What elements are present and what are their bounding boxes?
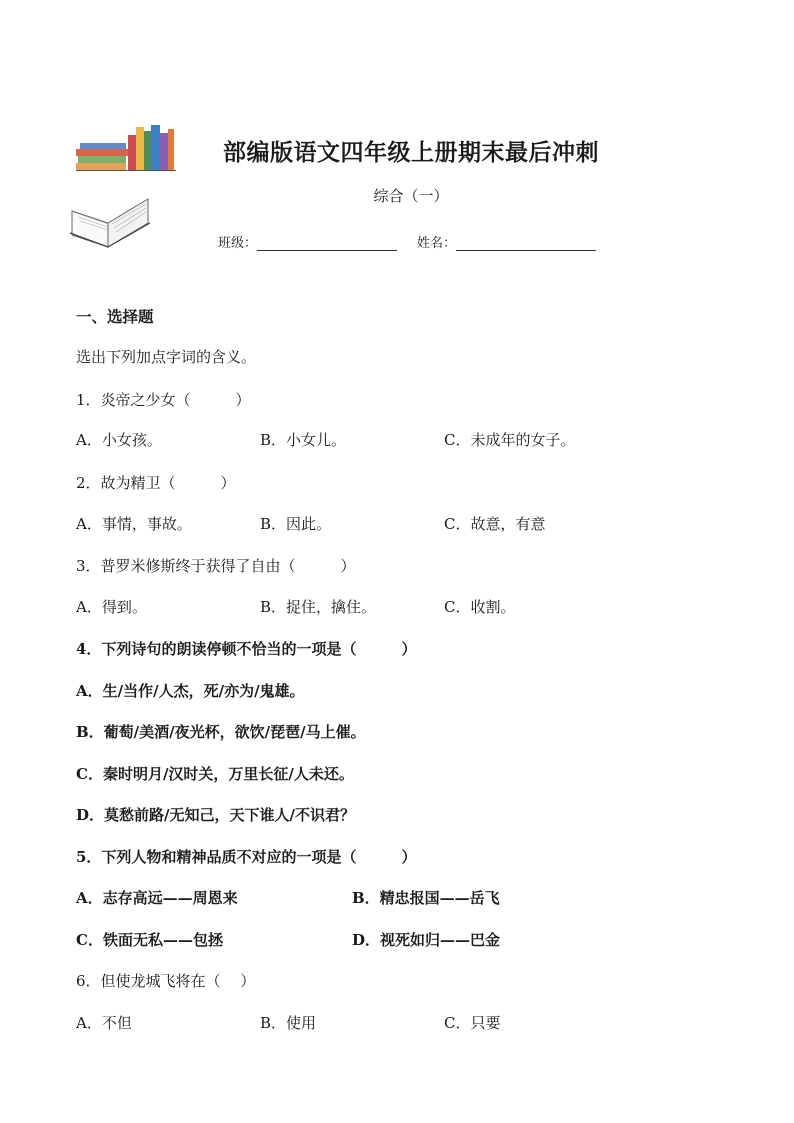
option-b[interactable]: B．小女儿。 bbox=[260, 431, 347, 449]
option-d[interactable]: D．莫愁前路/无知己，天下谁人/不识君？ bbox=[76, 806, 355, 824]
option-b[interactable]: B．因此。 bbox=[260, 515, 332, 533]
question-5-stem: 5．下列人物和精神品质不对应的一项是（ ） bbox=[76, 848, 417, 866]
page-subtitle: 综合（一） bbox=[373, 187, 449, 205]
name-field[interactable] bbox=[456, 236, 596, 251]
question-3-stem: 3．普罗米修斯终于获得了自由（ ） bbox=[76, 557, 356, 575]
option-c[interactable]: C．收割。 bbox=[444, 598, 516, 616]
option-c[interactable]: C．只要 bbox=[444, 1014, 501, 1032]
page-title: 部编版语文四年级上册期末最后冲刺 bbox=[223, 139, 599, 166]
instruction-text: 选出下列加点字词的含义。 bbox=[76, 348, 257, 366]
question-6-stem: 6．但使龙城飞将在（ ） bbox=[76, 972, 256, 990]
option-c[interactable]: C．铁面无私——包拯 bbox=[76, 931, 223, 949]
section-heading: 一、选择题 bbox=[76, 307, 154, 326]
option-b[interactable]: B．捉住，擒住。 bbox=[260, 598, 377, 616]
option-a[interactable]: A．得到。 bbox=[76, 598, 147, 616]
option-c[interactable]: C．未成年的女子。 bbox=[444, 431, 576, 449]
name-label: 姓名： bbox=[417, 236, 457, 251]
option-a[interactable]: A．不但 bbox=[76, 1014, 132, 1032]
class-field[interactable] bbox=[257, 236, 397, 251]
option-b[interactable]: B．使用 bbox=[260, 1014, 317, 1032]
option-a[interactable]: A．事情，事故。 bbox=[76, 515, 192, 533]
question-4-stem: 4．下列诗句的朗读停顿不恰当的一项是（ ） bbox=[76, 640, 417, 658]
option-c[interactable]: C．故意，有意 bbox=[444, 515, 546, 533]
class-label: 班级： bbox=[218, 236, 258, 251]
student-info-fields bbox=[218, 232, 596, 251]
option-d[interactable]: D．视死如归——巴金 bbox=[352, 931, 501, 949]
question-1-stem: 1．炎帝之少女（ ） bbox=[76, 391, 251, 409]
question-2-stem: 2．故为精卫（ ） bbox=[76, 474, 236, 492]
option-c[interactable]: C．秦时明月/汉时关，万里长征/人未还。 bbox=[76, 765, 354, 783]
option-a[interactable]: A．志存高远——周恩来 bbox=[76, 889, 238, 907]
option-a[interactable]: A．生/当作/人杰，死/亦为/鬼雄。 bbox=[76, 682, 305, 700]
option-b[interactable]: B．精忠报国——岳飞 bbox=[352, 889, 500, 907]
option-b[interactable]: B．葡萄/美酒/夜光杯，欲饮/琵琶/马上催。 bbox=[76, 723, 366, 741]
option-a[interactable]: A．小女孩。 bbox=[76, 431, 162, 449]
